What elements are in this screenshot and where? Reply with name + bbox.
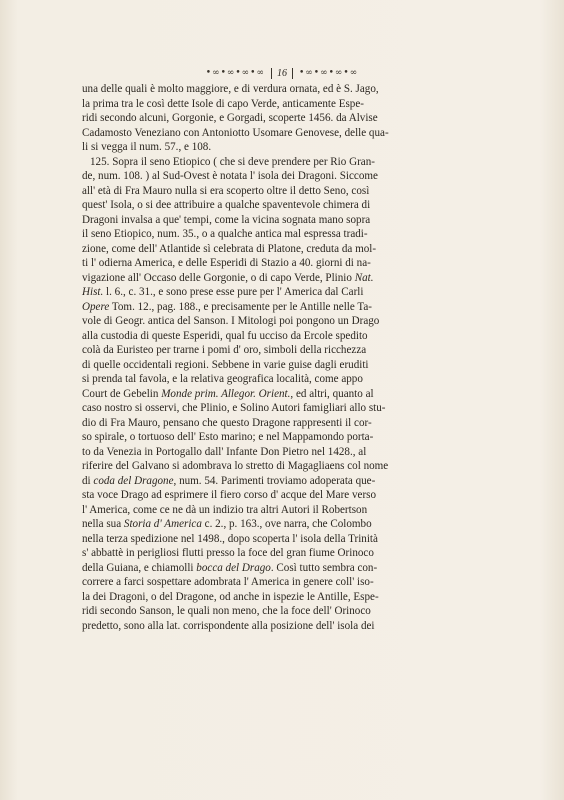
line-segment: quest' Isola, o si dee attribuire a qualche spaventevole chimera di bbox=[82, 199, 371, 211]
text-line bbox=[82, 387, 482, 402]
text-line bbox=[82, 169, 482, 184]
line-segment: sta voce Drago ad esprimere il fiero corso d' acque del Mare verso bbox=[82, 489, 377, 501]
line-segment: Court de Gebelin bbox=[82, 387, 162, 400]
line-segment: c. 2., p. 163., ove narra, che Colombo bbox=[201, 518, 372, 530]
line-segment: li si vegga il num. 57., e 108. bbox=[82, 141, 212, 153]
text-line bbox=[82, 532, 482, 547]
line-segment: dio di Fra Mauro, pensano che questo Dragone rappresenti il cor- bbox=[82, 416, 372, 429]
line-segment: Dragoni invalsa a que' tempi, come la vicina sognata mano sopra bbox=[82, 213, 371, 226]
line-segment: di bbox=[82, 474, 94, 487]
text-line bbox=[82, 271, 482, 286]
page-number: 16 bbox=[271, 68, 293, 79]
italic-phrase: Opere bbox=[82, 300, 110, 313]
text-line bbox=[82, 546, 482, 561]
line-segment: . Così tutto sembra con- bbox=[270, 561, 378, 574]
text-line bbox=[82, 430, 482, 445]
italic-phrase: Storia d' America bbox=[123, 518, 202, 530]
text-line bbox=[82, 329, 482, 344]
header-ornament-right: •∞•∞•∞•∞ bbox=[299, 68, 359, 78]
text-line bbox=[82, 97, 482, 112]
text-line bbox=[82, 227, 482, 242]
italic-phrase: Nat. bbox=[354, 271, 374, 284]
line-segment: si prenda tal favola, e la relativa geografica località, come appo bbox=[82, 373, 363, 385]
italic-phrase: bocca del Drago bbox=[196, 561, 271, 574]
line-segment: vigazione all' Occaso delle Gorgonie, o di capo Verde, Plinio bbox=[82, 271, 355, 284]
line-segment: de, num. 108. ) al Sud-Ovest è notata l' isola dei Dragoni. Siccome bbox=[82, 170, 378, 182]
line-segment: ridi secondo alcuni, Gorgonie, e Gorgadi, scoperte 1456. da Alvise bbox=[82, 112, 378, 124]
line-segment: l' America, come ce ne dà un indizio tra altri Autori il Robertson bbox=[82, 503, 368, 516]
body-text bbox=[82, 82, 482, 633]
text-line bbox=[82, 213, 482, 228]
text-line bbox=[82, 126, 482, 141]
line-segment: il seno Etiopico, num. 35., o a qualche antica mal espressa tradi- bbox=[82, 228, 368, 240]
line-segment: predetto, sono alla lat. corrispondente alla posizione dell' isola dei bbox=[82, 619, 375, 632]
line-segment: alla custodia di queste Esperidi, qual fu ucciso da Ercole spedito bbox=[82, 329, 368, 342]
line-segment: , num. 54. Parimenti troviamo adoperata que- bbox=[173, 474, 376, 487]
line-segment: Cadamosto Veneziano con Antoniotto Usomare Genovese, delle qua- bbox=[82, 126, 389, 139]
text-line bbox=[82, 575, 482, 590]
text-line bbox=[82, 590, 482, 605]
line-segment: ti l' odierna America, e delle Esperidi di Stazio a 40. giorni di na- bbox=[82, 257, 371, 269]
line-segment: Tom. 12., pag. 188., e precisamente per le Antille nelle Ta- bbox=[109, 300, 372, 313]
text-line bbox=[82, 256, 482, 271]
line-segment: correre a farci sospettare adombrata l' America in genere coll' iso- bbox=[82, 576, 374, 588]
line-segment: la prima tra le così dette Isole di capo Verde, anticamente Espe- bbox=[82, 97, 364, 110]
text-line bbox=[82, 198, 482, 213]
text-line bbox=[82, 619, 482, 634]
text-line bbox=[82, 503, 482, 518]
text-line bbox=[82, 474, 482, 489]
line-segment: nella terza spedizione nel 1498., dopo scoperta l' isola della Trinità bbox=[82, 532, 378, 545]
text-line bbox=[82, 401, 482, 416]
text-line bbox=[82, 242, 482, 257]
italic-phrase: Hist. bbox=[82, 286, 104, 298]
line-segment: , ed altri, quanto al bbox=[290, 387, 374, 400]
text-line bbox=[82, 416, 482, 431]
line-segment: vole di Geogr. antica del Sanson. I Mitologi poi pongono un Drago bbox=[82, 315, 380, 327]
line-segment: all' età di Fra Mauro nulla si era scoperto oltre il detto Seno, così bbox=[82, 184, 370, 197]
text-line bbox=[82, 343, 482, 358]
line-segment: caso nostro si osservi, che Plinio, e Solino Autori famigliari allo stu- bbox=[82, 402, 386, 414]
text-line bbox=[82, 300, 482, 315]
text-line bbox=[82, 604, 482, 619]
line-segment: so spirale, o tortuoso dell' Esto marino; e nel Mappamondo porta- bbox=[82, 431, 374, 443]
text-line bbox=[82, 358, 482, 373]
line-segment: zione, come dell' Atlantide sì celebrata di Platone, creduta da mol- bbox=[82, 242, 377, 255]
line-segment: riferire del Galvano si adombrava lo stretto di Magagliaens col nome bbox=[82, 460, 389, 472]
line-segment: una delle quali è molto maggiore, e di verdura ornata, ed è S. Jago, bbox=[82, 83, 379, 95]
text-line bbox=[82, 561, 482, 576]
text-line bbox=[82, 155, 482, 170]
line-segment: della Guiana, e chiamolli bbox=[82, 561, 197, 574]
line-segment: l. 6., c. 31., e sono prese esse pure per l' America dal Carli bbox=[103, 286, 364, 298]
text-line bbox=[82, 184, 482, 199]
text-line bbox=[82, 140, 482, 155]
line-segment: di quelle occidentali regioni. Sebbene in varie guise dagli eruditi bbox=[82, 358, 369, 371]
line-segment: la dei Dragoni, o del Dragone, od anche in ispezie le Antille, Espe- bbox=[82, 590, 379, 603]
page-header bbox=[0, 65, 564, 81]
text-line bbox=[82, 372, 482, 387]
line-segment: 125. Sopra il seno Etiopico ( che si deve prendere per Rio Gran- bbox=[90, 155, 375, 168]
line-segment: s' abbattè in perigliosi flutti presso la foce del gran fiume Orinoco bbox=[82, 547, 374, 559]
line-segment: colà da Euristeo per trarne i pomi d' oro, simboli della ricchezza bbox=[82, 344, 367, 356]
line-segment: nella sua bbox=[82, 518, 124, 530]
text-line bbox=[82, 459, 482, 474]
text-line bbox=[82, 82, 482, 97]
text-line bbox=[82, 488, 482, 503]
text-line bbox=[82, 445, 482, 460]
line-segment: ridi secondo Sanson, le quali non meno, che la foce dell' Orinoco bbox=[82, 605, 371, 617]
text-line bbox=[82, 517, 482, 532]
text-line bbox=[82, 111, 482, 126]
text-line bbox=[82, 285, 482, 300]
italic-phrase: coda del Dragone bbox=[93, 474, 174, 487]
header-ornament-left: •∞•∞•∞•∞ bbox=[205, 68, 265, 78]
text-line bbox=[82, 314, 482, 329]
line-segment: to da Venezia in Portogallo dall' Infante Don Pietro nel 1428., al bbox=[82, 445, 367, 458]
italic-phrase: Monde prim. Allegor. Orient. bbox=[161, 387, 291, 400]
